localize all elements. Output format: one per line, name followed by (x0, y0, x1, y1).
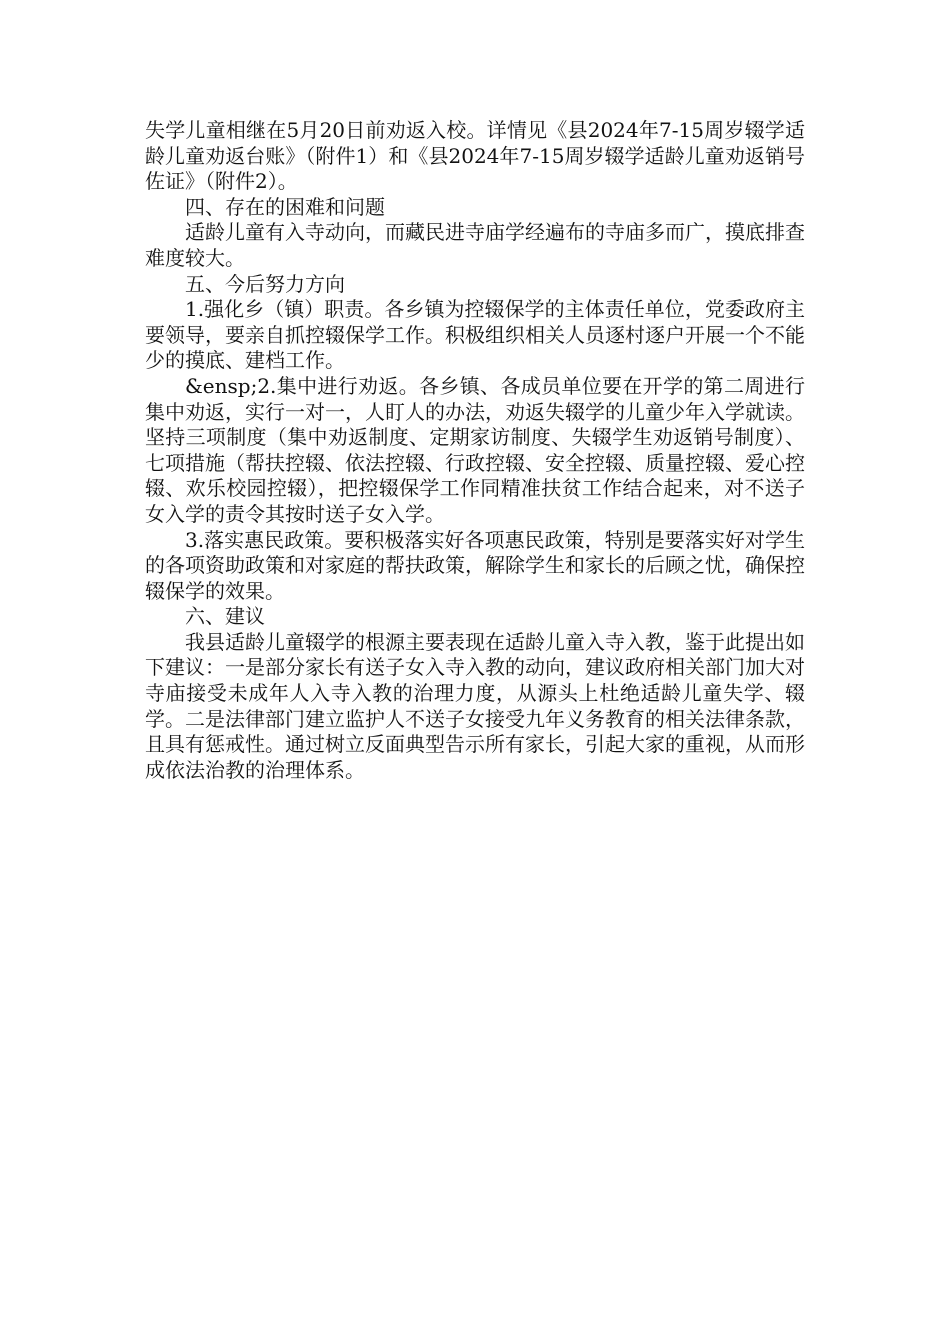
document-body (145, 118, 805, 783)
section-heading-suggestions: 六、建议 (185, 604, 265, 629)
paragraph-direction-2: &ensp;2.集中进行劝返。各乡镇、各成员单位要在开学的第二周进行集中劝返，实行一对一，人盯人的办法，劝返失辍学的儿童少年入学就读。坚持三项制度（集中劝返制度、定期家访制度、失辍学生劝返销号制度）、七项措施（帮扶控辍、依法控辍、行政控辍、安全控辍、质量控辍、爱心控辍、欢乐校园控辍），把控辍保学工作同精准扶贫工作结合起来，对不送子女入学的责令其按时送子女入学。 (145, 373, 805, 526)
paragraph-direction-1: 1.强化乡（镇）职责。各乡镇为控辍保学的主体责任单位，党委政府主要领导，要亲自抓控辍保学工作。积极组织相关人员逐村逐户开展一个不能少的摸底、建档工作。 (145, 297, 805, 373)
paragraph-direction-3: 3.落实惠民政策。要积极落实好各项惠民政策，特别是要落实好对学生的各项资助政策和对家庭的帮扶政策，解除学生和家长的后顾之忧，确保控辍保学的效果。 (145, 527, 805, 603)
section-heading-difficulties: 四、存在的困难和问题 (185, 194, 385, 219)
paragraph-difficulties: 适龄儿童有入寺动向，而藏民进寺庙学经遍布的寺庙多而广，摸底排查难度较大。 (145, 220, 805, 270)
section-heading-future-direction: 五、今后努力方向 (185, 271, 345, 296)
paragraph-continuation: 失学儿童相继在5月20日前劝返入校。详情见《县2024年7-15周岁辍学适龄儿童劝返台账》（附件1）和《县2024年7-15周岁辍学适龄儿童劝返销号佐证》（附件2）。 (145, 118, 805, 194)
paragraph-suggestions: 我县适龄儿童辍学的根源主要表现在适龄儿童入寺入教，鉴于此提出如下建议：一是部分家长有送子女入寺入教的动向，建议政府相关部门加大对寺庙接受未成年人入寺入教的治理力度，从源头上杜绝适龄儿童失学、辍学。二是法律部门建立监护人不送子女接受九年义务教育的相关法律条款，且具有惩戒性。通过树立反面典型告示所有家长，引起大家的重视，从而形成依法治教的治理体系。 (145, 629, 805, 782)
